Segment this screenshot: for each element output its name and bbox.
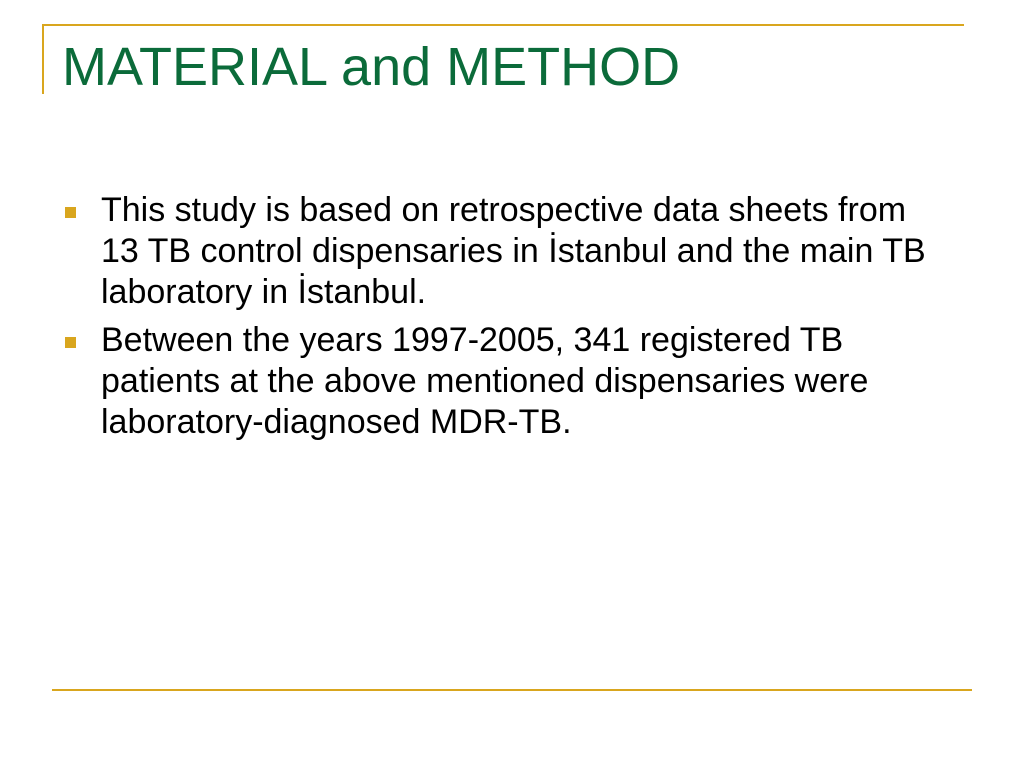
bullet-list — [62, 190, 942, 451]
slide-title: MATERIAL and METHOD — [62, 37, 681, 97]
bullet-text: This study is based on retrospective data sheets from 13 TB control dispensaries in İstanbul and the main TB laboratory in İstanbul. — [101, 191, 926, 311]
bullet-item — [62, 320, 942, 442]
frame-left-rule — [42, 24, 44, 94]
bullet-text: Between the years 1997-2005, 341 registered TB patients at the above mentioned dispensaries were laboratory-diagnosed MDR-TB. — [101, 321, 869, 441]
square-bullet-icon — [65, 207, 76, 218]
bullet-item — [62, 190, 942, 312]
square-bullet-icon — [65, 337, 76, 348]
frame-top-rule — [42, 24, 964, 26]
frame-bottom-rule — [52, 689, 972, 691]
